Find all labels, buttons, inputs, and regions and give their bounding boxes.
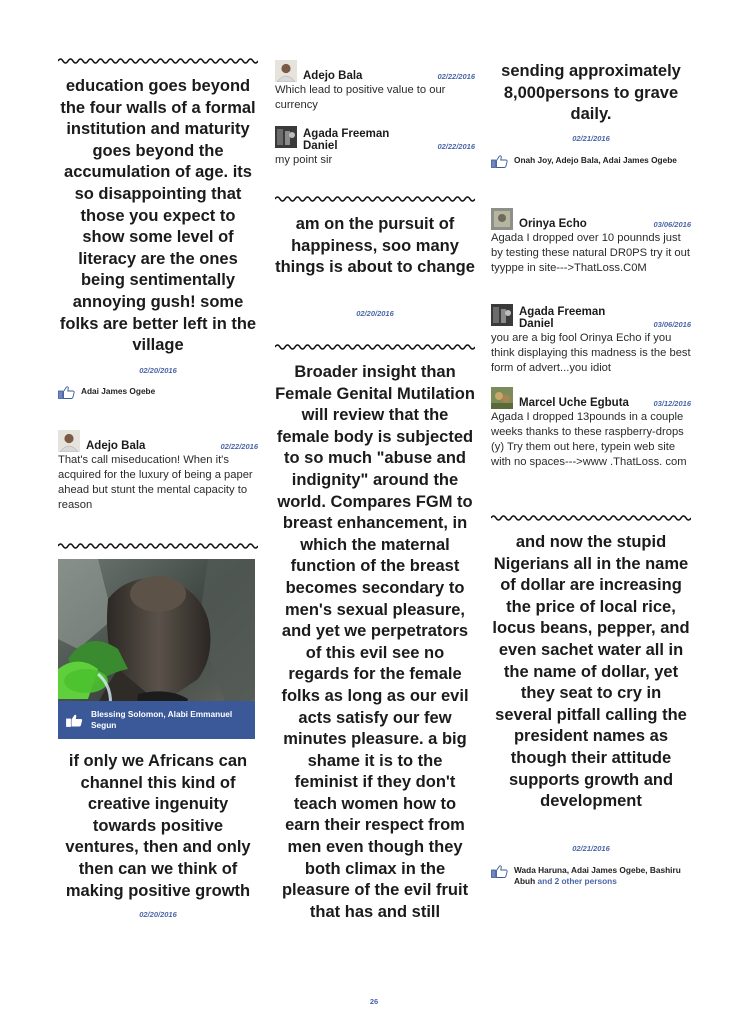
post-date: 02/20/2016 [139, 366, 177, 375]
commenter-name-line1[interactable]: Agada Freeman [519, 306, 606, 318]
commenter-name-line1[interactable]: Agada Freeman [303, 128, 390, 140]
comment [491, 208, 691, 276]
post-date: 02/20/2016 [356, 309, 394, 318]
avatar-icon[interactable] [491, 387, 513, 409]
commenter-name[interactable]: Adejo Bala [303, 70, 363, 82]
post-date: 02/20/2016 [139, 910, 177, 919]
comment [58, 430, 258, 513]
commenter-name[interactable] [519, 306, 605, 330]
avatar-icon[interactable] [58, 430, 80, 452]
like-thumb-icon [491, 865, 508, 878]
comment [491, 387, 691, 470]
wavy-divider [58, 57, 258, 65]
wavy-divider [58, 542, 258, 550]
like-thumb-icon [491, 155, 508, 168]
avatar-icon[interactable] [275, 126, 297, 148]
status-post-text: sending approximately 8,000persons to grave daily. [501, 62, 681, 124]
commenter-name[interactable]: Adejo Bala [86, 440, 146, 452]
post-date: 02/21/2016 [572, 134, 610, 143]
likes-names: Wada Haruna, Adai James Ogebe, Bashiru Abuh [514, 865, 681, 886]
photo-likes-bar [58, 701, 255, 739]
comment-text: Agada I dropped 13pounds in a couple weeks thanks to these raspberry-drops (y) Try them out here, typein web site with no spaces--->www .ThatLoss. com [491, 411, 687, 468]
likes-row [491, 865, 691, 887]
comment-text: Agada I dropped over 10 pounnds just by testing these natural DR0PS try it out tyyppe in site--->ThatLoss.C0M [491, 232, 690, 274]
likes-names-wrap [514, 865, 691, 887]
comment [275, 60, 475, 113]
likes-names: Adai James Ogebe [81, 386, 156, 396]
comment-text: my point sir [275, 154, 333, 166]
comment-date: 02/22/2016 [437, 142, 475, 151]
comment-date: 02/22/2016 [437, 72, 475, 81]
avatar-icon[interactable] [491, 304, 513, 326]
comment [275, 126, 475, 168]
commenter-name[interactable]: Orinya Echo [519, 218, 587, 230]
status-post-text: am on the pursuit of happiness, soo many things is about to change [275, 215, 475, 277]
status-post-text: education goes beyond the four walls of a formal institution and maturity goes beyond the accumulation of age. its so disappointing that those you expect to show some level of literacy are the ones being sentimentally annoying gush! some folks are better left in the village [59, 77, 257, 355]
commenter-name[interactable] [303, 128, 389, 152]
likes-names: Blessing Solomon, Alabi Emmanuel Segun [91, 709, 233, 730]
likes-row [58, 386, 258, 399]
comment-text: That's call miseducation! When it's acquired for the luxury of being a paper ahead but stunt the mental capacity to reason [58, 454, 253, 511]
commenter-name-line2[interactable]: Daniel [519, 318, 554, 330]
commenter-name-line2[interactable]: Daniel [303, 140, 338, 152]
comment [491, 304, 691, 376]
commenter-name[interactable]: Marcel Uche Egbuta [519, 397, 629, 409]
likes-names: Onah Joy, Adejo Bala, Adai James Ogebe [514, 155, 677, 165]
comment-date: 03/06/2016 [653, 220, 691, 229]
like-thumb-icon [58, 386, 75, 399]
post-date: 02/21/2016 [572, 844, 610, 853]
avatar-icon[interactable] [275, 60, 297, 82]
wavy-divider [491, 514, 691, 522]
wavy-divider [275, 195, 475, 203]
like-thumb-icon[interactable] [66, 714, 83, 727]
wavy-divider [275, 343, 475, 351]
comment-date: 02/22/2016 [220, 442, 258, 451]
comment-date: 03/12/2016 [653, 399, 691, 408]
comment-text: Which lead to positive value to our currency [275, 84, 446, 111]
avatar-icon[interactable] [491, 208, 513, 230]
shared-photo[interactable] [58, 559, 255, 739]
status-post-text: Broader insight than Female Genital Mutilation will review that the female body is subjected to so much "abuse and indignity" around the world. Compares FGM to breast enhancement, in which the maternal function of the breast becomes secondary to men's sexual pleasure, and yet we perpetrators of this evil see no regards for the female folks as long as our evil acts satisfy our few minutes pleasure. a big shame it is to the feminist if they don't teach women how to earn their respect from men even though they both climax in the pleasure of the evil fruit that has and still [275, 363, 475, 921]
status-post-text: and now the stupid Nigerians all in the name of dollar are increasing the price of local rice, locus beans, pepper, and even sachet water all in the name of dollar, yet they seat to cry in several pitfall calling the president names as though their attitude supports growth and development [492, 533, 690, 811]
page-number: 26 [369, 997, 379, 1006]
status-post-text: if only we Africans can channel this kind of creative ingenuity towards positive ventures, then and only then can we think of making positive growth [65, 752, 251, 900]
comment-text: you are a big fool Orinya Echo if you think displaying this madness is the best form of advert...you idiot [491, 332, 691, 374]
likes-others-link[interactable]: and 2 other persons [537, 876, 617, 886]
comment-date: 03/06/2016 [653, 320, 691, 329]
likes-row [491, 155, 691, 168]
